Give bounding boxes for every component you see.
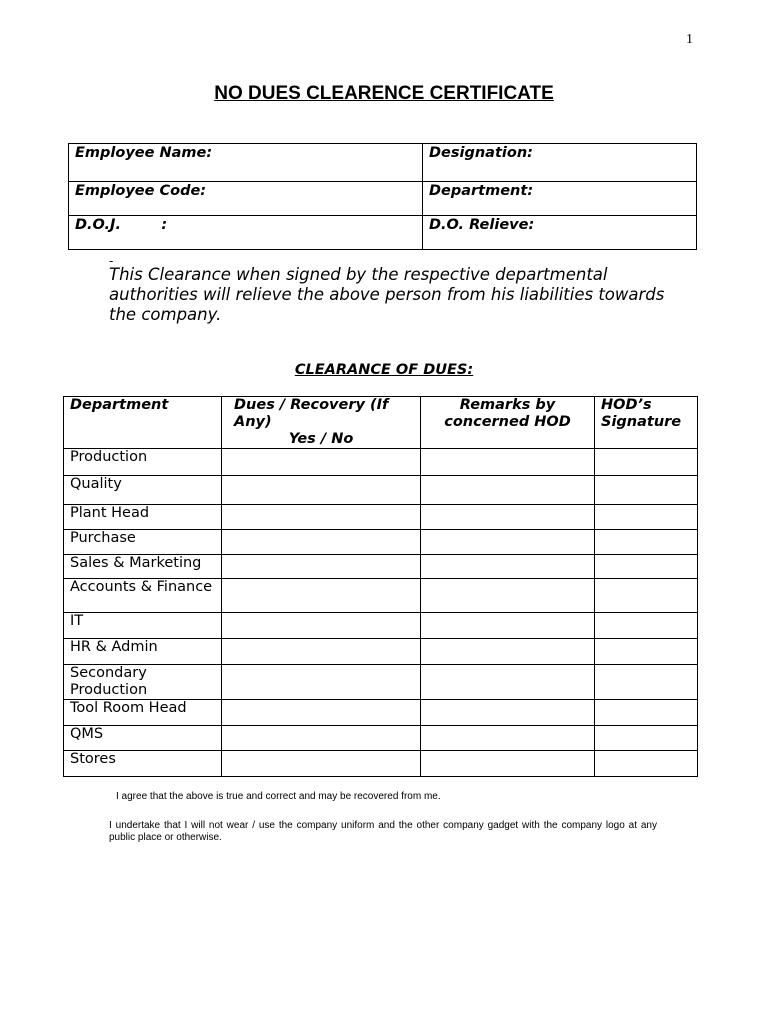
- remarks-cell[interactable]: [421, 476, 595, 505]
- dues-cell[interactable]: [222, 449, 421, 476]
- department-cell: Accounts & Finance: [64, 579, 222, 613]
- signature-cell[interactable]: [595, 476, 698, 505]
- header-dues: [222, 397, 421, 449]
- signature-cell[interactable]: [595, 639, 698, 665]
- department-cell: Purchase: [64, 530, 222, 555]
- doj-label: D.O.J. :: [69, 216, 423, 250]
- table-header-row: [64, 397, 698, 449]
- dues-cell[interactable]: [222, 530, 421, 555]
- table-row: [64, 700, 698, 726]
- dues-clearance-table: [63, 396, 698, 777]
- table-row: [64, 665, 698, 700]
- employee-row: [69, 216, 697, 250]
- table-row: [64, 505, 698, 530]
- do-relieve-label: D.O. Relieve:: [423, 216, 697, 250]
- designation-label: Designation:: [423, 144, 697, 182]
- remarks-cell[interactable]: [421, 579, 595, 613]
- table-row: [64, 613, 698, 639]
- department-cell: Plant Head: [64, 505, 222, 530]
- page-title: NO DUES CLEARENCE CERTIFICATE: [214, 83, 554, 104]
- signature-cell[interactable]: [595, 530, 698, 555]
- department-cell: Sales & Marketing: [64, 555, 222, 579]
- department-label: Department:: [423, 182, 697, 216]
- header-remarks-label: Remarks by concerned HOD: [444, 397, 571, 430]
- table-row: [64, 726, 698, 751]
- signature-cell[interactable]: [595, 751, 698, 777]
- header-dues-options: Yes / No: [288, 431, 354, 447]
- department-cell: QMS: [64, 726, 222, 751]
- department-cell: HR & Admin: [64, 639, 222, 665]
- employee-details-table: [68, 143, 697, 250]
- employee-code-label: Employee Code:: [69, 182, 423, 216]
- department-cell: Tool Room Head: [64, 700, 222, 726]
- declaration-agree: I agree that the above is true and correct and may be recovered from me.: [116, 791, 441, 802]
- header-signature: [595, 397, 698, 449]
- header-remarks: [421, 397, 595, 449]
- signature-cell[interactable]: [595, 613, 698, 639]
- header-department-label: Department: [70, 397, 169, 413]
- declaration-undertake: I undertake that I will not wear / use the company uniform and the other company gadget with the company logo at any public place or otherwise.: [109, 820, 657, 843]
- remarks-cell[interactable]: [421, 665, 595, 700]
- signature-cell[interactable]: [595, 449, 698, 476]
- table-row: [64, 555, 698, 579]
- section-heading: CLEARANCE OF DUES:: [294, 362, 474, 378]
- header-signature-label: HOD’s Signature: [601, 397, 682, 430]
- dues-cell[interactable]: [222, 639, 421, 665]
- remarks-cell[interactable]: [421, 751, 595, 777]
- table-row: [64, 476, 698, 505]
- remarks-cell[interactable]: [421, 530, 595, 555]
- signature-cell[interactable]: [595, 555, 698, 579]
- dues-cell[interactable]: [222, 700, 421, 726]
- department-cell: Quality: [64, 476, 222, 505]
- header-department: [64, 397, 222, 449]
- table-row: [64, 751, 698, 777]
- signature-cell[interactable]: [595, 579, 698, 613]
- intro-paragraph: This Clearance when signed by the respective departmental authorities will relieve the above person from his liabilities towards the company.: [109, 265, 665, 324]
- remarks-cell[interactable]: [421, 449, 595, 476]
- header-dues-label: Dues / Recovery (If Any): [234, 397, 389, 430]
- department-cell: Secondary Production: [64, 665, 222, 700]
- signature-cell[interactable]: [595, 700, 698, 726]
- table-row: [64, 449, 698, 476]
- dues-cell[interactable]: [222, 555, 421, 579]
- remarks-cell[interactable]: [421, 639, 595, 665]
- employee-name-label: Employee Name:: [69, 144, 423, 182]
- dues-cell[interactable]: [222, 613, 421, 639]
- dues-cell[interactable]: [222, 476, 421, 505]
- remarks-cell[interactable]: [421, 613, 595, 639]
- remarks-cell[interactable]: [421, 700, 595, 726]
- department-cell: IT: [64, 613, 222, 639]
- employee-row: [69, 182, 697, 216]
- signature-cell[interactable]: [595, 726, 698, 751]
- dues-cell[interactable]: [222, 726, 421, 751]
- page-number: 1: [686, 32, 693, 47]
- signature-cell[interactable]: [595, 665, 698, 700]
- table-row: [64, 579, 698, 613]
- remarks-cell[interactable]: [421, 555, 595, 579]
- intro-mark: -: [109, 254, 114, 268]
- signature-cell[interactable]: [595, 505, 698, 530]
- table-row: [64, 639, 698, 665]
- dues-cell[interactable]: [222, 579, 421, 613]
- employee-row: [69, 144, 697, 182]
- dues-cell[interactable]: [222, 505, 421, 530]
- dues-cell[interactable]: [222, 751, 421, 777]
- dues-cell[interactable]: [222, 665, 421, 700]
- remarks-cell[interactable]: [421, 505, 595, 530]
- table-row: [64, 530, 698, 555]
- department-cell: Stores: [64, 751, 222, 777]
- department-cell: Production: [64, 449, 222, 476]
- remarks-cell[interactable]: [421, 726, 595, 751]
